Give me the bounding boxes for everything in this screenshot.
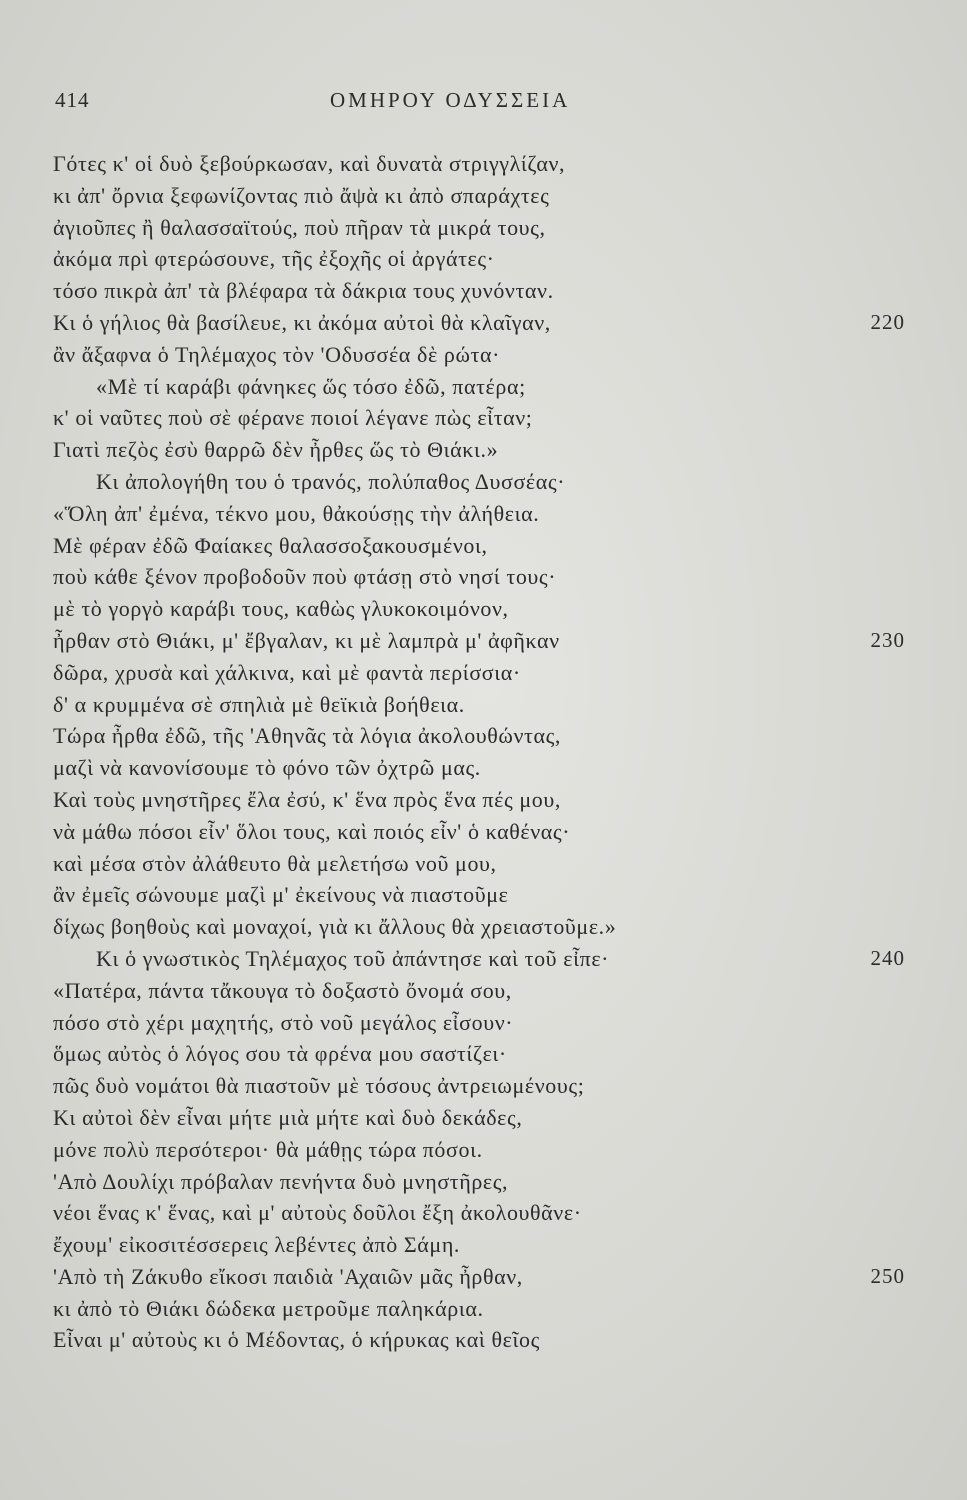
verse-line (0, 1166, 967, 1198)
verse-text: ὅμως αὐτὸς ὁ λόγος σου τὰ φρένα μου σαστίζει· (53, 1041, 507, 1067)
verse-number: 240 (870, 945, 905, 970)
verse-text: νέοι ἕνας κ' ἕνας, καὶ μ' αὐτοὺς δοῦλοι ἔξη ἀκολουθᾶνε· (53, 1200, 582, 1226)
verse-text: ἔχουμ' εἰκοσιτέσσερεις λεβέντες ἀπὸ Σάμη. (53, 1232, 461, 1258)
verse-text: μόνε πολὺ περσότεροι· θὰ μάθῃς τώρα πόσοι. (53, 1136, 483, 1162)
verse-text: Κι αὐτοὶ δὲν εἶναι μήτε μιὰ μήτε καὶ δυὸ δεκάδες, (53, 1104, 523, 1130)
verse-text: κ' οἱ ναῦτες ποὺ σὲ φέρανε ποιοί λέγανε πὼς εἶταν; (53, 405, 533, 431)
verse-block (0, 148, 967, 1356)
verse-text: πόσο στὸ χέρι μαχητής, στὸ νοῦ μεγάλος εἶσουν· (53, 1009, 514, 1035)
verse-line (0, 975, 967, 1007)
verse-text: «Μὲ τί καράβι φάνηκες ὥς τόσο ἐδῶ, πατέρα; (96, 373, 526, 399)
verse-text: δ' α κρυμμένα σὲ σπηλιὰ μὲ θεϊκιὰ βοήθεια. (53, 691, 465, 717)
verse-line (0, 657, 967, 689)
verse-text: Κι ἀπολογήθη του ὁ τρανός, πολύπαθος Δυσσέας· (96, 468, 566, 494)
verse-text: Κι ὁ γνωστικὸς Τηλέμαχος τοῦ ἀπάντησε καὶ τοῦ εἶπε· (96, 945, 610, 971)
verse-line (0, 243, 967, 275)
verse-line (0, 1293, 967, 1325)
verse-line (0, 371, 967, 403)
page-number: 414 (55, 88, 90, 112)
verse-text: πῶς δυὸ νομάτοι θὰ πιαστοῦν μὲ τόσους ἀντρειωμένους; (53, 1073, 585, 1099)
verse-line (0, 498, 967, 530)
verse-number: 250 (870, 1263, 905, 1288)
verse-text: ἂν ἄξαφνα ὁ Τηλέμαχος τὸν 'Οδυσσέα δὲ ρώτα· (53, 341, 501, 367)
verse-line (0, 784, 967, 816)
verse-line (0, 275, 967, 307)
verse-text: ἀκόμα πρὶ φτερώσουνε, τῆς ἐξοχῆς οἱ ἀργάτες· (53, 246, 495, 272)
verse-text: ἀγιοῦπες ἢ θαλασσαϊτούς, ποὺ πῆραν τὰ μικρά τους, (53, 214, 546, 240)
verse-line (0, 879, 967, 911)
verse-text: δῶρα, χρυσὰ καὶ χάλκινα, καὶ μὲ φαντὰ περίσσια· (53, 659, 521, 685)
verse-line (0, 148, 967, 180)
verse-line (0, 625, 967, 657)
verse-text: Καὶ τοὺς μνηστῆρες ἔλα ἐσύ, κ' ἕνα πρὸς ἕνα πές μου, (53, 786, 561, 812)
running-title: ΟΜΗΡΟΥ ΟΔΥΣΣΕΙΑ (330, 88, 571, 112)
verse-text: Γότες κ' οἱ δυὸ ξεβούρκωσαν, καὶ δυνατὰ στριγγλίζαν, (53, 151, 566, 176)
verse-text: νὰ μάθω πόσοι εἶν' ὅλοι τους, καὶ ποιός εἶν' ὁ καθένας· (53, 818, 571, 844)
verse-line (0, 720, 967, 752)
page-header (0, 88, 967, 118)
verse-line (0, 1007, 967, 1039)
verse-line (0, 307, 967, 339)
verse-text: τόσο πικρὰ ἀπ' τὰ βλέφαρα τὰ δάκρια τους χυνόνταν. (53, 278, 554, 304)
verse-line (0, 752, 967, 784)
verse-line (0, 434, 967, 466)
verse-line (0, 402, 967, 434)
verse-text: 'Απὸ Δουλίχι πρόβαλαν πενήντα δυὸ μνηστῆρες, (53, 1168, 509, 1194)
verse-text: 'Απὸ τὴ Ζάκυθο εἴκοσι παιδιὰ 'Αχαιῶν μᾶς ἦρθαν, (53, 1263, 523, 1289)
verse-number: 220 (870, 309, 905, 334)
verse-text: μὲ τὸ γοργὸ καράβι τους, καθὼς γλυκοκοιμόνον, (53, 596, 509, 622)
verse-line (0, 911, 967, 943)
verse-line (0, 1197, 967, 1229)
verse-line (0, 1038, 967, 1070)
verse-text: ἂν ἐμεῖς σώνουμε μαζὶ μ' ἐκείνους νὰ πιαστοῦμε (53, 882, 509, 908)
verse-number: 230 (870, 627, 905, 652)
verse-line (0, 1324, 967, 1356)
verse-text: ποὺ κάθε ξένον προβοδοῦν ποὺ φτάσῃ στὸ νησί τους· (53, 564, 557, 590)
verse-line (0, 1134, 967, 1166)
verse-line (0, 561, 967, 593)
verse-line (0, 339, 967, 371)
verse-line (0, 466, 967, 498)
verse-line (0, 816, 967, 848)
verse-text: Κι ὁ γήλιος θὰ βασίλευε, κι ἀκόμα αὐτοὶ θὰ κλαῖγαν, (53, 309, 551, 335)
verse-line (0, 1261, 967, 1293)
verse-line (0, 1102, 967, 1134)
verse-line (0, 212, 967, 244)
verse-text: Τώρα ἦρθα ἐδῶ, τῆς 'Αθηνᾶς τὰ λόγια ἀκολουθώντας, (53, 723, 562, 749)
verse-text: κι ἀπὸ τὸ Θιάκι δώδεκα μετροῦμε παληκάρια. (53, 1295, 484, 1321)
verse-text: κι ἀπ' ὄρνια ξεφωνίζοντας πιὸ ἄψὰ κι ἀπὸ σπαράχτες (53, 182, 550, 208)
verse-text: «Πατέρα, πάντα τἄκουγα τὸ δοξαστὸ ὄνομά σου, (53, 977, 512, 1003)
verse-line (0, 689, 967, 721)
verse-line (0, 1229, 967, 1261)
verse-text: καὶ μέσα στὸν ἀλάθευτο θὰ μελετήσω νοῦ μου, (53, 850, 497, 876)
verse-text: Γιατὶ πεζὸς ἐσὺ θαρρῶ δὲν ἦρθες ὥς τὸ Θιάκι.» (53, 437, 499, 463)
verse-text: μαζὶ νὰ κανονίσουμε τὸ φόνο τῶν ὀχτρῶ μας. (53, 755, 481, 781)
verse-text: Μὲ φέραν ἐδῶ Φαίακες θαλασσοξακουσμένοι, (53, 532, 488, 558)
verse-line (0, 943, 967, 975)
verse-line (0, 593, 967, 625)
verse-text: «Ὅλη ἀπ' ἐμένα, τέκνο μου, θἀκούσῃς τὴν ἀλήθεια. (53, 500, 540, 526)
verse-line (0, 530, 967, 562)
verse-line (0, 180, 967, 212)
verse-line (0, 1070, 967, 1102)
verse-line (0, 848, 967, 880)
verse-text: δίχως βοηθοὺς καὶ μοναχοί, γιὰ κι ἄλλους θὰ χρειαστοῦμε.» (53, 914, 617, 940)
verse-text: Εἶναι μ' αὐτοὺς κι ὁ Μέδοντας, ὁ κήρυκας καὶ θεῖος (53, 1327, 540, 1353)
verse-text: ἦρθαν στὸ Θιάκι, μ' ἔβγαλαν, κι μὲ λαμπρὰ μ' ἀφῆκαν (53, 627, 560, 653)
